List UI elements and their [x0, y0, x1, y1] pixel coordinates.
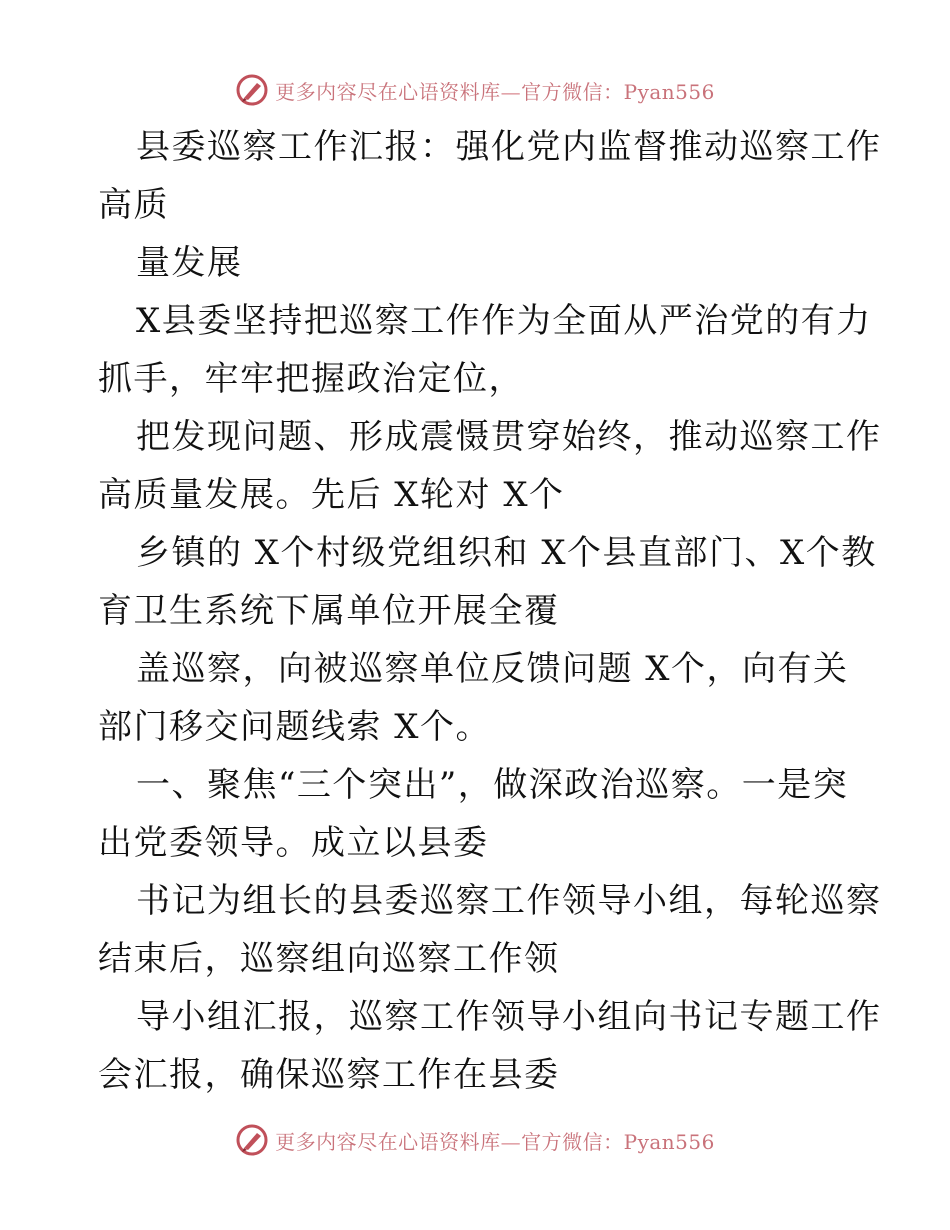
footer-brand — [235, 1123, 715, 1157]
body-line: 导小组汇报，巡察工作领导小组向书记专题工作 — [136, 997, 882, 1037]
pen-logo-icon — [235, 73, 269, 107]
body-line: 高质量发展。先后 X轮对 X个 — [98, 475, 565, 515]
body-line: 会汇报，确保巡察工作在县委 — [98, 1055, 560, 1095]
footer-brand-tail: 官方微信：Pyan556 — [521, 1129, 715, 1154]
body-line: 乡镇的 X个村级党组织和 X个县直部门、X个教 — [136, 533, 877, 573]
body-line: 育卫生系统下属单位开展全覆 — [98, 591, 560, 631]
header-brand-tail: 官方微信：Pyan556 — [521, 79, 715, 104]
footer-brand-text — [275, 1126, 715, 1155]
body-line: X县委坚持把巡察工作作为全面从严治党的有力 — [136, 301, 872, 341]
footer-brand-sep: — — [500, 1129, 522, 1154]
body-line: 部门移交问题线索 X个。 — [98, 707, 492, 747]
header-watermark — [0, 70, 950, 110]
header-brand — [235, 73, 715, 107]
document-body — [98, 118, 882, 1104]
header-brand-sep: — — [500, 79, 522, 104]
body-line: 把发现问题、形成震慑贯穿始终，推动巡察工作 — [136, 417, 882, 457]
body-line: 高质 — [98, 185, 169, 225]
body-line: 一、聚焦“三个突出”，做深政治巡察。一是突 — [136, 765, 849, 805]
body-line: 书记为组长的县委巡察工作领导小组，每轮巡察 — [136, 881, 882, 921]
body-line: 盖巡察，向被巡察单位反馈问题 X个，向有关 — [136, 649, 849, 689]
body-line: 县委巡察工作汇报：强化党内监督推动巡察工作 — [136, 127, 882, 167]
body-line: 抓手，牢牢把握政治定位， — [98, 359, 524, 399]
header-brand-text — [275, 76, 715, 105]
footer-brand-main: 更多内容尽在心语资料库 — [275, 1129, 501, 1154]
body-line: 结束后，巡察组向巡察工作领 — [98, 939, 560, 979]
footer-watermark — [0, 1120, 950, 1160]
body-line: 出党委领导。成立以县委 — [98, 823, 489, 863]
header-brand-main: 更多内容尽在心语资料库 — [275, 79, 501, 104]
pen-logo-icon — [235, 1123, 269, 1157]
body-line: 量发展 — [136, 243, 243, 283]
